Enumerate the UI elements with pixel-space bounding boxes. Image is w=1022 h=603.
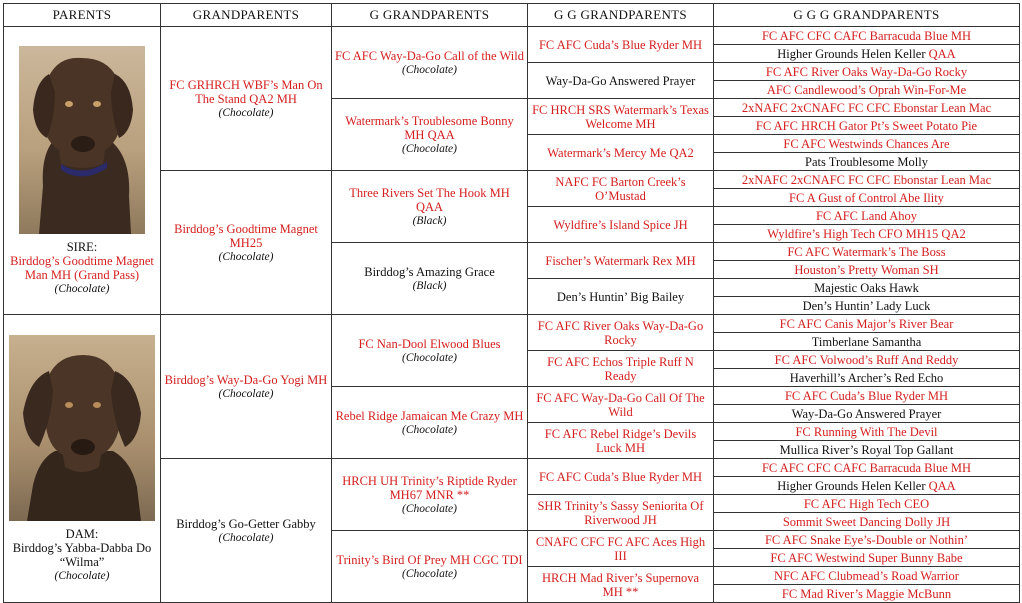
gg-grandparent-5: NAFC FC Barton Creek’s O’Mustad — [528, 171, 714, 207]
great-grandparent-name: Rebel Ridge Jamaican Me Crazy MH — [335, 408, 524, 423]
ggg-grandparent-6: FC AFC HRCH Gator Pt’s Sweet Potato Pie — [714, 117, 1020, 135]
header-g-grandparents: G GRANDPARENTS — [332, 4, 528, 27]
great-grandparent-1 — [332, 27, 528, 99]
ggg-grandparent-18: Timberlane Samantha — [714, 333, 1020, 351]
grandparent-color: (Chocolate) — [218, 531, 274, 544]
great-grandparent-color: (Chocolate) — [402, 502, 457, 515]
dam-name: Birddog’s Yabba-Dabba Do “Wilma” — [12, 540, 152, 569]
ggg-grandparent-8: Pats Troublesome Molly — [714, 153, 1020, 171]
great-grandparent-name: Trinity’s Bird Of Prey MH CGC TDI — [336, 552, 523, 567]
dam-color: (Chocolate) — [54, 569, 110, 582]
ggg-grandparent-5: 2xNAFC 2xCNAFC FC CFC Ebonstar Lean Mac — [714, 99, 1020, 117]
ggg-grandparent-7: FC AFC Westwinds Chances Are — [714, 135, 1020, 153]
ggg-grandparent-10: FC A Gust of Control Abe Ility — [714, 189, 1020, 207]
header-parents: PARENTS — [4, 4, 161, 27]
gg-grandparent-1: FC AFC Cuda’s Blue Ryder MH — [528, 27, 714, 63]
ggg-grandparent-26: Higher Grounds Helen Keller QAA — [714, 477, 1020, 495]
ggg-grandparent-16: Den’s Huntin’ Lady Luck — [714, 297, 1020, 315]
header-row — [4, 4, 1020, 27]
gg-grandparent-13: FC AFC Cuda’s Blue Ryder MH — [528, 459, 714, 495]
ggg-grandparent-28: Sommit Sweet Dancing Dolly JH — [714, 513, 1020, 531]
gg-grandparent-16: HRCH Mad River’s Supernova MH ** — [528, 567, 714, 603]
grandparent-color: (Chocolate) — [218, 106, 274, 119]
great-grandparent-color: (Chocolate) — [402, 63, 457, 76]
gg-grandparent-14: SHR Trinity’s Sassy Seniorita Of Riverwood JH — [528, 495, 714, 531]
ggg-grandparent-32: FC Mad River’s Maggie McBunn — [714, 585, 1020, 603]
header-grandparents: GRANDPARENTS — [161, 4, 332, 27]
ggg-grandparent-14: Houston’s Pretty Woman SH — [714, 261, 1020, 279]
header-gg-grandparents: G G GRANDPARENTS — [528, 4, 714, 27]
grandparent-2 — [161, 171, 332, 315]
grandparent-color: (Chocolate) — [218, 250, 274, 263]
great-grandparent-7 — [332, 459, 528, 531]
gg-grandparent-15: CNAFC CFC FC AFC Aces High III — [528, 531, 714, 567]
ggg-grandparent-23: FC Running With The Devil — [714, 423, 1020, 441]
grandparent-name: Birddog’s Goodtime Magnet MH25 — [174, 221, 318, 250]
great-grandparent-name: FC AFC Way-Da-Go Call of the Wild — [335, 48, 524, 63]
ggg-grandparent-12: Wyldfire’s High Tech CFO MH15 QA2 — [714, 225, 1020, 243]
sire-color: (Chocolate) — [54, 282, 110, 295]
gg-grandparent-3: FC HRCH SRS Watermark’s Texas Welcome MH — [528, 99, 714, 135]
great-grandparent-5 — [332, 315, 528, 387]
grandparent-1 — [161, 27, 332, 171]
gg-grandparent-2: Way-Da-Go Answered Prayer — [528, 63, 714, 99]
grandparent-3 — [161, 315, 332, 459]
grandparent-name: Birddog’s Go-Getter Gabby — [176, 516, 316, 531]
great-grandparent-color: (Black) — [412, 214, 447, 227]
great-grandparent-color: (Chocolate) — [402, 567, 457, 580]
great-grandparent-6 — [332, 387, 528, 459]
ggg-grandparent-2: Higher Grounds Helen Keller QAA — [714, 45, 1020, 63]
ggg-grandparent-3: FC AFC River Oaks Way-Da-Go Rocky — [714, 63, 1020, 81]
gg-grandparent-12: FC AFC Rebel Ridge’s Devils Luck MH — [528, 423, 714, 459]
ggg-grandparent-27: FC AFC High Tech CEO — [714, 495, 1020, 513]
great-grandparent-3 — [332, 171, 528, 243]
great-grandparent-name: Three Rivers Set The Hook MH QAA — [349, 185, 510, 214]
grandparent-name: FC GRHRCH WBF’s Man On The Stand QA2 MH — [169, 77, 323, 106]
gg-grandparent-10: FC AFC Echos Triple Ruff N Ready — [528, 351, 714, 387]
great-grandparent-name: FC Nan-Dool Elwood Blues — [358, 336, 501, 351]
great-grandparent-color: (Chocolate) — [402, 351, 457, 364]
ggg-grandparent-11: FC AFC Land Ahoy — [714, 207, 1020, 225]
great-grandparent-color: (Chocolate) — [402, 142, 457, 155]
gg-grandparent-11: FC AFC Way-Da-Go Call Of The Wild — [528, 387, 714, 423]
sire-photo — [19, 46, 145, 234]
ggg-grandparent-31: NFC AFC Clubmead’s Road Warrior — [714, 567, 1020, 585]
ggg-grandparent-29: FC AFC Snake Eye’s-Double or Nothin’ — [714, 531, 1020, 549]
great-grandparent-2 — [332, 99, 528, 171]
header-ggg-grandparents: G G G GRANDPARENTS — [714, 4, 1020, 27]
sire-name: Birddog’s Goodtime Magnet Man MH (Grand Pass) — [10, 253, 154, 282]
ggg-grandparent-21: FC AFC Cuda’s Blue Ryder MH — [714, 387, 1020, 405]
gg-grandparent-7: Fischer’s Watermark Rex MH — [528, 243, 714, 279]
great-grandparent-name: Watermark’s Troublesome Bonny MH QAA — [345, 113, 514, 142]
ggg-grandparent-25: FC AFC CFC CAFC Barracuda Blue MH — [714, 459, 1020, 477]
dam-role: DAM: — [65, 526, 99, 541]
great-grandparent-name: HRCH UH Trinity’s Riptide Ryder MH67 MNR ** — [342, 473, 517, 502]
dam-photo — [9, 335, 155, 521]
ggg-grandparent-13: FC AFC Watermark’s The Boss — [714, 243, 1020, 261]
sire-cell — [4, 27, 161, 315]
gg-grandparent-4: Watermark’s Mercy Me QA2 — [528, 135, 714, 171]
ggg-grandparent-4: AFC Candlewood’s Oprah Win-For-Me — [714, 81, 1020, 99]
grandparent-4 — [161, 459, 332, 603]
great-grandparent-4 — [332, 243, 528, 315]
gg-grandparent-9: FC AFC River Oaks Way-Da-Go Rocky — [528, 315, 714, 351]
ggg-grandparent-9: 2xNAFC 2xCNAFC FC CFC Ebonstar Lean Mac — [714, 171, 1020, 189]
gg-grandparent-6: Wyldfire’s Island Spice JH — [528, 207, 714, 243]
dam-cell — [4, 315, 161, 603]
ggg-grandparent-17: FC AFC Canis Major’s River Bear — [714, 315, 1020, 333]
ggg-grandparent-19: FC AFC Volwood’s Ruff And Reddy — [714, 351, 1020, 369]
grandparent-color: (Chocolate) — [218, 387, 274, 400]
great-grandparent-8 — [332, 531, 528, 603]
ggg-grandparent-20: Haverhill’s Archer’s Red Echo — [714, 369, 1020, 387]
ggg-grandparent-30: FC AFC Westwind Super Bunny Babe — [714, 549, 1020, 567]
ggg-grandparent-1: FC AFC CFC CAFC Barracuda Blue MH — [714, 27, 1020, 45]
ggg-grandparent-22: Way-Da-Go Answered Prayer — [714, 405, 1020, 423]
great-grandparent-color: (Black) — [412, 279, 447, 292]
sire-role: SIRE: — [66, 239, 98, 254]
grandparent-name: Birddog’s Way-Da-Go Yogi MH — [164, 372, 328, 387]
great-grandparent-name: Birddog’s Amazing Grace — [364, 264, 495, 279]
pedigree-table — [3, 3, 1020, 603]
ggg-grandparent-15: Majestic Oaks Hawk — [714, 279, 1020, 297]
great-grandparent-color: (Chocolate) — [402, 423, 457, 436]
gg-grandparent-8: Den’s Huntin’ Big Bailey — [528, 279, 714, 315]
ggg-grandparent-24: Mullica River’s Royal Top Gallant — [714, 441, 1020, 459]
